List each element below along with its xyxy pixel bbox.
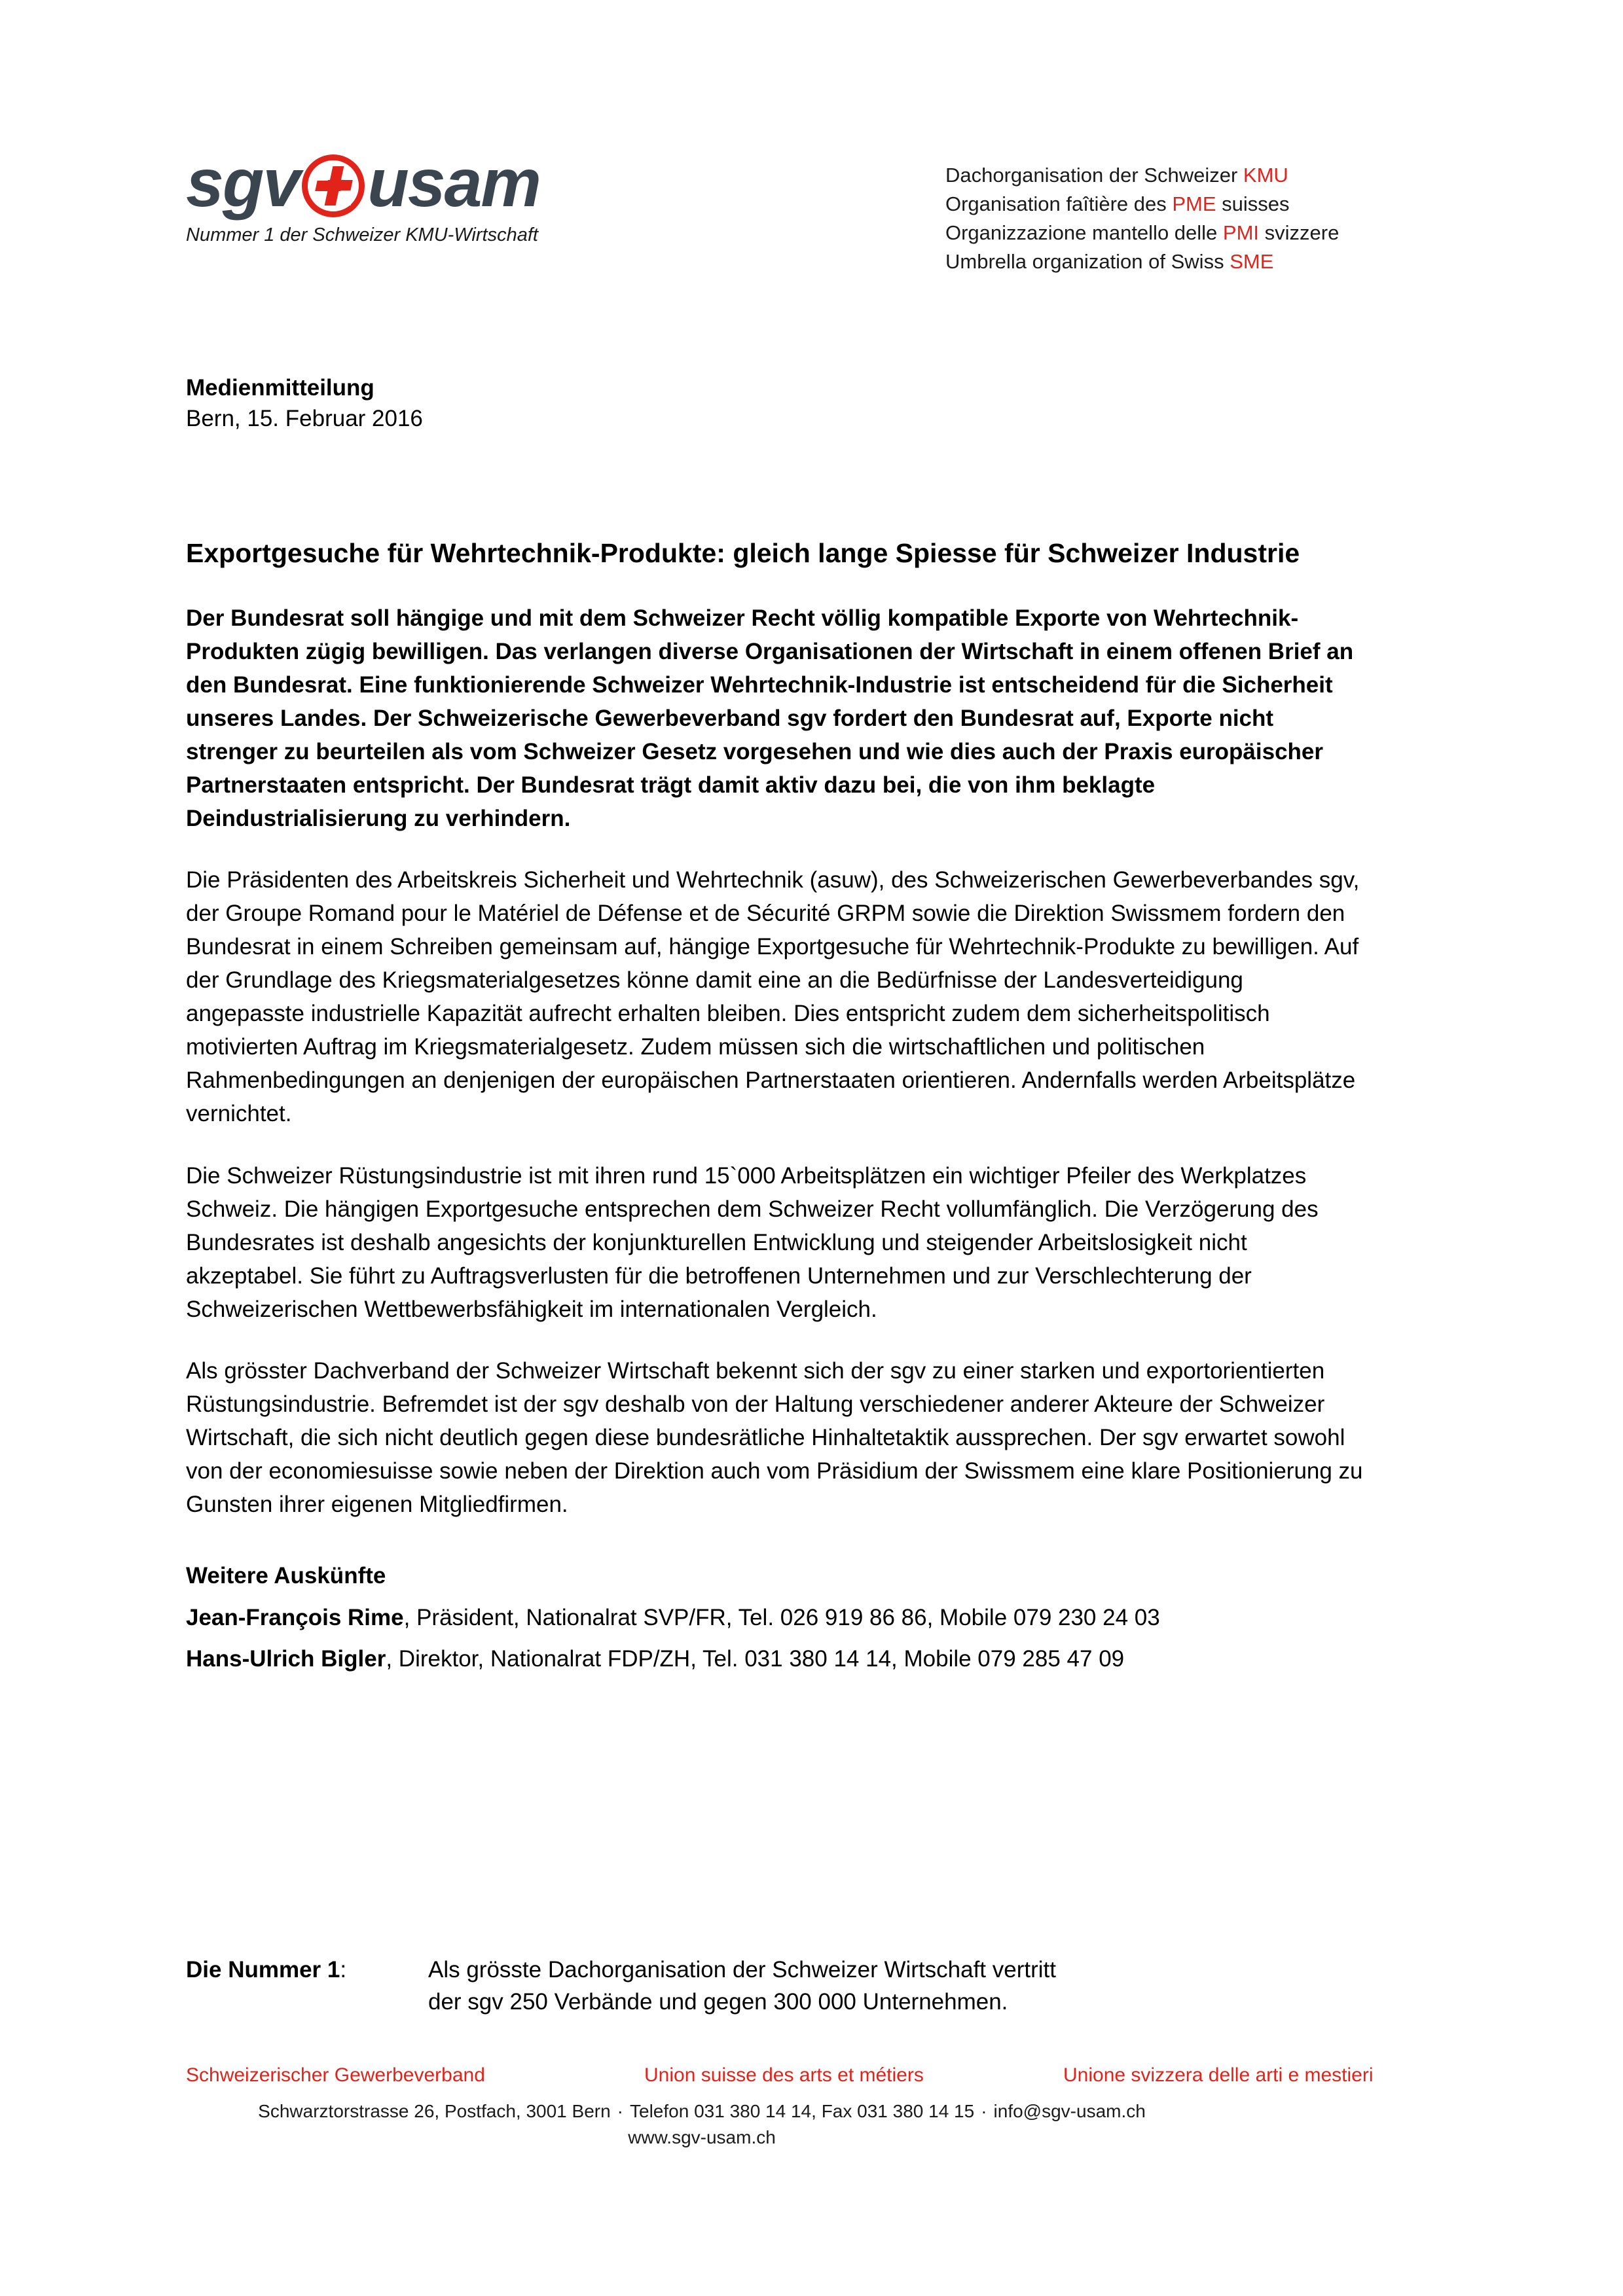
- contact-details-1: , Präsident, Nationalrat SVP/FR, Tel. 026 919 86 86, Mobile 079 230 24 03: [403, 1604, 1160, 1630]
- strapline-it-prefix: Organizzazione mantello delle: [945, 221, 1223, 245]
- strapline-it-suffix: svizzere: [1259, 221, 1340, 245]
- strapline-de-prefix: Dachorganisation der Schweizer: [945, 164, 1243, 187]
- contact-name-2: Hans-Ulrich Bigler: [186, 1646, 386, 1672]
- strapline-en: [945, 247, 1450, 276]
- logo-tagline: Nummer 1 der Schweizer KMU-Wirtschaft: [186, 224, 538, 245]
- strapline-it-abbr: PMI: [1222, 221, 1260, 245]
- logo-word-usam: usam: [367, 145, 540, 221]
- nummer-eins-label-bold: Die Nummer 1: [186, 1957, 340, 1982]
- strapline-fr-prefix: Organisation faîtière des: [945, 192, 1173, 216]
- strapline-fr: [945, 190, 1450, 219]
- document-body: [186, 373, 1379, 1676]
- contact-section-heading: Weitere Auskünfte: [186, 1563, 386, 1589]
- nummer-eins-text-line2: der sgv 250 Verbände und gegen 300 000 Unternehmen.: [428, 1989, 1008, 2015]
- footer-website[interactable]: www.sgv-usam.ch: [628, 2126, 776, 2147]
- org-name-it: Unione svizzera delle arti e mestieri: [1063, 2064, 1374, 2086]
- sgv-usam-logo: [186, 145, 553, 247]
- strapline-fr-abbr: PME: [1172, 192, 1216, 216]
- nummer-eins-block: [186, 1954, 1450, 2018]
- footer-address-line: [191, 2098, 1213, 2125]
- footer-phone: Telefon 031 380 14 14, Fax 031 380 14 15: [630, 2101, 975, 2121]
- body-paragraph-2: Die Schweizer Rüstungsindustrie ist mit ihren rund 15`000 Arbeitsplätzen ein wichtiger Pfeiler des Werkplatzes Schweiz. Die hängigen Exportgesuche entsprechen dem Schweizer Recht vollumfänglich. Die Verzögerung des Bundesrates ist deshalb angesichts der konjunkturellen Entwicklung und steigender Arbeitslosigkeit nicht akzeptabel. Sie führt zu Auftragsverlusten für die betroffenen Unternehmen und zur Verschlechterung der Schweizerischen Wettbewerbsfähigkeit im internationalen Vergleich.: [186, 1162, 1319, 1322]
- strapline-it: [945, 219, 1450, 247]
- footer-separator-1: ·: [617, 2101, 623, 2121]
- body-paragraph-3: Als grösster Dachverband der Schweizer Wirtschaft bekennt sich der sgv zu einer starken und exportorientierten Rüstungsindustrie. Befremdet ist der sgv deshalb von der Haltung verschiedener anderer Akteure der Schweizer Wirtschaft, die sich nicht deutlich gegen diese bundesrätliche Hinhaltetaktik aussprechen. Der sgv erwartet sowohl von der economiesuisse sowie neben der Direktion auch vom Präsidium der Swissmem eine klare Positionierung zu Gunsten ihrer eigenen Mitgliedfirmen.: [186, 1358, 1363, 1518]
- footer-separator-2: ·: [981, 2101, 987, 2121]
- strapline-de: [945, 161, 1450, 190]
- nummer-eins-text-line1: Als grösste Dachorganisation der Schweizer Wirtschaft vertritt: [428, 1957, 1056, 1982]
- logo-wordmark: [186, 145, 553, 221]
- footer-street: Schwarztorstrasse 26, Postfach, 3001 Bern: [258, 2101, 611, 2121]
- strapline-fr-suffix: suisses: [1216, 192, 1290, 216]
- page-footer: [186, 1954, 1450, 2151]
- contact-details-2: , Direktor, Nationalrat FDP/ZH, Tel. 031 380 14 14, Mobile 079 285 47 09: [386, 1646, 1125, 1672]
- body-paragraph-1: Die Präsidenten des Arbeitskreis Sicherheit und Wehrtechnik (asuw), des Schweizerischen Gewerbeverbandes sgv, der Groupe Romand pour le Matériel de Défense et de Sécurité GRPM sowie die Direktion Swissmem fordern den Bundesrat in einem Schreiben gemeinsam auf, hängige Exportgesuche für Wehrtechnik-Produkte zu bewilligen. Auf der Grundlage des Kriegsmaterialgesetzes könne damit eine an die Bedürfnisse der Landesverteidigung angepasste industrielle Kapazität aufrecht erhalten bleiben. Dies entspricht zudem dem sicherheitspolitisch motivierten Auftrag im Kriegsmaterialgesetz. Zudem müssen sich die wirtschaftlichen und politischen Rahmenbedingungen an denjenigen der europäischen Partnerstaaten orientieren. Andernfalls werden Arbeitsplätze vernichtet.: [186, 867, 1360, 1126]
- contact-row-1: [186, 1602, 1379, 1634]
- document-type-label: Medienmitteilung: [186, 375, 374, 401]
- strapline-en-abbr: SME: [1230, 250, 1274, 274]
- swiss-cross-emblem-icon: [302, 154, 365, 217]
- dateline: Bern, 15. Februar 2016: [186, 405, 423, 431]
- contact-row-2: [186, 1643, 1379, 1676]
- contact-name-1: Jean-François Rime: [186, 1604, 404, 1630]
- nummer-eins-label: [186, 1954, 428, 1986]
- language-strapline-block: [945, 149, 1450, 276]
- org-name-de: Schweizerischer Gewerbeverband: [186, 2064, 485, 2086]
- org-name-fr: Union suisse des arts et métiers: [644, 2064, 924, 2086]
- logo-word-sgv: sgv: [186, 145, 300, 221]
- page-header: [186, 145, 1450, 276]
- footer-email[interactable]: info@sgv-usam.ch: [993, 2101, 1146, 2121]
- nummer-eins-label-colon: :: [340, 1957, 347, 1982]
- page-title: Exportgesuche für Wehrtechnik-Produkte: gleich lange Spiesse für Schweizer Industrie: [186, 537, 1300, 568]
- strapline-en-prefix: Umbrella organization of Swiss: [945, 250, 1230, 274]
- nummer-eins-text: [428, 1954, 1056, 2018]
- organization-names-row: [186, 2062, 1450, 2088]
- lead-paragraph: Der Bundesrat soll hängige und mit dem Schweizer Recht völlig kompatible Exporte von Wehrtechnik-Produkten zügig bewilligen. Das verlangen diverse Organisationen der Wirtschaft in einem offenen Brief an den Bundesrat. Eine funktionierende Schweizer Wehrtechnik-Industrie ist entscheidend für die Sicherheit unseres Landes. Der Schweizerische Gewerbeverband sgv fordert den Bundesrat auf, Exporte nicht strenger zu beurteilen als vom Schweizer Gesetz vorgesehen und wie dies auch der Praxis europäischer Partnerstaaten entspricht. Der Bundesrat trägt damit aktiv dazu bei, die von ihm beklagte Deindustrialisierung zu verhindern.: [186, 605, 1354, 831]
- strapline-de-abbr: KMU: [1243, 164, 1288, 187]
